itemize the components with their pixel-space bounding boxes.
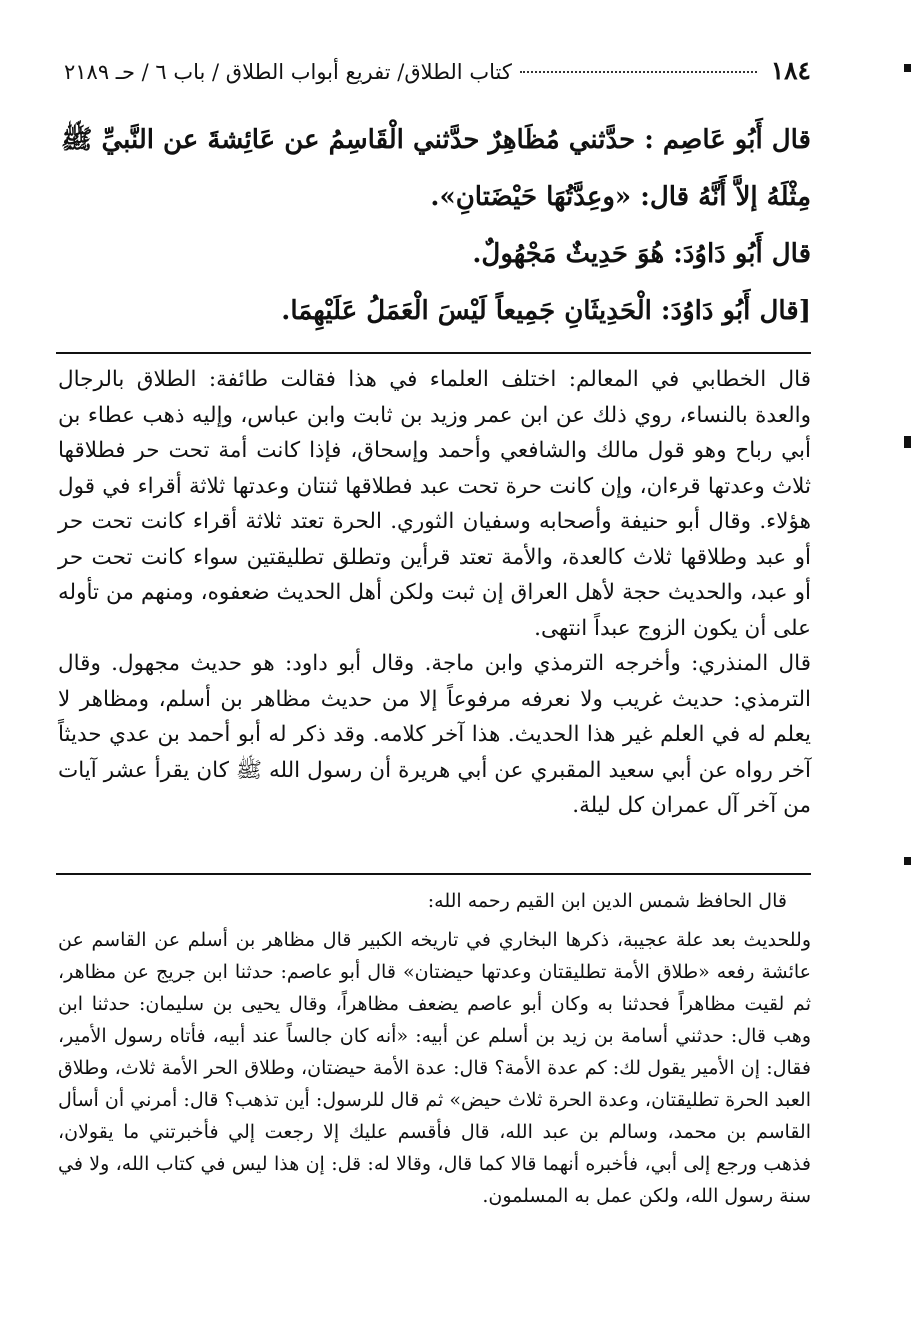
page-number: ١٨٤ bbox=[770, 56, 811, 85]
dotted-leader bbox=[520, 71, 757, 73]
edge-mark bbox=[904, 436, 911, 448]
commentary-mundhiri: قال المنذري: وأخرجه الترمذي وابن ماجة. وقال أبو داود: هو حديث مجهول. وقال الترمذي: حديث غريب ولا نعرفه مرفوعاً إلا من حديث مظاهر بن أسلم، ومظاهر لا يعلم له في العلم غير هذا الحديث. هذا آخر كلامه. وقد ذكر له أبو أحمد بن عدي حديثاً آخر رواه عن أبي سعيد المقبري عن أبي هريرة أن رسول الله ﷺ كان يقرأ عشر آيات من آخر آل عمران كل ليلة. bbox=[58, 651, 811, 818]
hadith-line: [قال أَبُو دَاوُدَ: الْحَدِيثَانِ جَمِيعاً لَيْسَ الْعَمَلُ عَلَيْهِمَا. bbox=[281, 296, 811, 326]
hadith-line: قال أَبُو دَاوُدَ: هُوَ حَدِيثٌ مَجْهُولٌ. bbox=[472, 239, 811, 269]
ibn-qayyim-text: وللحديث بعد علة عجيبة، ذكرها البخاري في تاريخه الكبير قال مظاهر بن أسلم عن القاسم عن عائشة رفعه «طلاق الأمة تطليقتان وعدتها حيضتان» قال أبو عاصم: حدثنا ابن جريج عن مظاهر، ثم لقيت مظاهراً فحدثنا به وكان أبو عاصم يضعف مظاهراً، وقال يحيى بن سليمان: حدثنا ابن وهب قال: حدثني أسامة بن زيد بن أسلم عن أبيه: «أنه كان جالساً عند أبيه، فأتاه رسول الأمير، فقال: إن الأمير يقول لك: كم عدة الأمة؟ قال: عدة الأمة حيضتان، وطلاق الحر الأمة ثلاث، وطلاق العبد الحرة تطليقتان، وعدة الحرة ثلاث حيض» ثم قال للرسول: أين تذهب؟ قال: أمرني أن أسأل القاسم بن محمد، وسالم بن عبد الله، قال فأقسم عليك إلا رجعت إلي فأخبرتني ما يقولان، فذهب ورجع إلى أبي، فأخبره أنهما قالا كما قال، وقالا له: قل: إن هذا ليس في كتاب الله، ولا في سنة رسول الله، ولكن عمل به المسلمون. bbox=[58, 929, 811, 1207]
section-divider bbox=[56, 352, 811, 354]
section-divider bbox=[56, 873, 811, 875]
edge-mark bbox=[904, 64, 911, 72]
ibn-qayyim-intro: قال الحافظ شمس الدين ابن القيم رحمه الله: bbox=[427, 890, 787, 912]
hadith-line: قال أَبُو عَاصِم : حدَّثني مُظَاهِرٌ حدَّثني الْقَاسِمُ عن عَائِشةَ عن النَّبيِّ ﷺ مِثْلَهُ إلاَّ أَنَّهُ قال: «وعِدَّتُهَا حَيْضَتانِ». bbox=[61, 125, 811, 212]
hadith-text bbox=[58, 112, 811, 340]
ibn-qayyim-section bbox=[58, 885, 811, 1212]
running-title: كتاب الطلاق/ تفريع أبواب الطلاق / باب ٦ / حـ ٢١٨٩ bbox=[64, 60, 512, 84]
commentary-khattabi: قال الخطابي في المعالم: اختلف العلماء في هذا فقالت طائفة: الطلاق بالرجال والعدة بالنساء، روي ذلك عن ابن عمر وزيد بن ثابت وابن عباس، وإليه ذهب عطاء بن أبي رباح وهو قول مالك والشافعي وأحمد وإسحاق، فإذا كانت أمة تحت حر فطلاقها ثلاث وعدتها قرءان، وإن كانت حرة تحت عبد فطلاقها ثنتان وعدتها ثلاثة أقراء في قول هؤلاء. وقال أبو حنيفة وأصحابه وسفيان الثوري. الحرة تعتد ثلاثة أقراء كانت تحت حر أو عبد وطلاقها ثلاث كالعدة، والأمة تعتد قرأين وتطلق تطليقتين سواء كانت تحت حر أو عبد، والحديث حجة لأهل العراق إن ثبت ولكن أهل الحديث ضعفوه، ومنهم من تأوله على أن يكون الزوج عبداً انتهى. bbox=[58, 367, 811, 641]
running-header bbox=[64, 56, 811, 85]
commentary-section bbox=[58, 362, 811, 824]
edge-mark bbox=[904, 857, 911, 865]
